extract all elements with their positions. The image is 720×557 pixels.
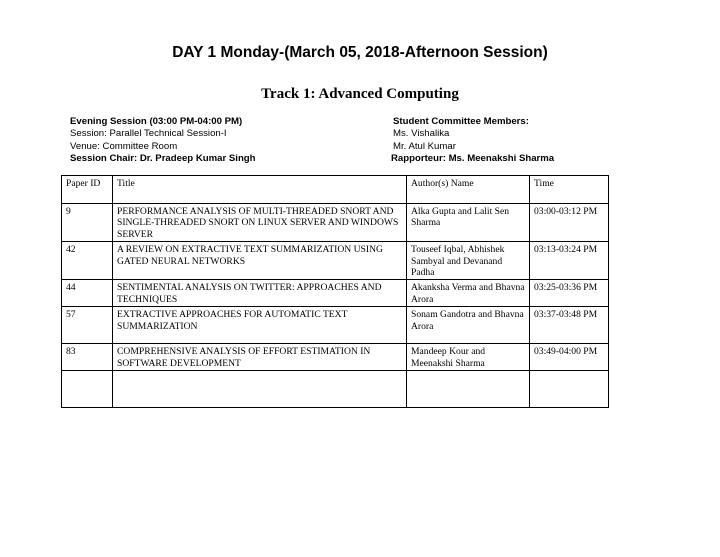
empty-cell xyxy=(407,371,530,408)
paper-time: 03:37-03:48 PM xyxy=(530,307,609,344)
table-row xyxy=(62,280,609,307)
paper-id: 42 xyxy=(62,242,113,280)
paper-authors: Sonam Gandotra and Bhavna Arora xyxy=(407,307,530,344)
day-title: DAY 1 Monday-(March 05, 2018-Afternoon Session) xyxy=(172,44,548,61)
paper-authors: Akanksha Verma and Bhavna Arora xyxy=(407,280,530,307)
session-type: Session: Parallel Technical Session-I xyxy=(70,128,227,140)
paper-id: 83 xyxy=(62,344,113,371)
paper-time: 03:25-03:36 PM xyxy=(530,280,609,307)
header-authors: Author(s) Name xyxy=(407,176,530,204)
paper-authors: Touseef Iqbal, Abhishek Sambyal and Devanand Padha xyxy=(407,242,530,280)
session-chair: Session Chair: Dr. Pradeep Kumar Singh xyxy=(70,153,256,165)
empty-cell xyxy=(113,371,407,408)
header-time: Time xyxy=(530,176,609,204)
paper-title: COMPREHENSIVE ANALYSIS OF EFFORT ESTIMATION IN SOFTWARE DEVELOPMENT xyxy=(113,344,407,371)
table-row xyxy=(62,242,609,280)
table-row xyxy=(62,307,609,344)
paper-title: EXTRACTIVE APPROACHES FOR AUTOMATIC TEXT SUMMARIZATION xyxy=(113,307,407,344)
paper-time: 03:13-03:24 PM xyxy=(530,242,609,280)
header-title: Title xyxy=(113,176,407,204)
table-row xyxy=(62,344,609,371)
paper-time: 03:49-04:00 PM xyxy=(530,344,609,371)
paper-time: 03:00-03:12 PM xyxy=(530,204,609,242)
paper-title: PERFORMANCE ANALYSIS OF MULTI-THREADED SNORT AND SINGLE-THREADED SNORT ON LINUX SERVER AND WINDOWS SERVER xyxy=(113,204,407,242)
session-info xyxy=(70,116,256,166)
empty-table-row xyxy=(62,371,609,408)
evening-session-time: Evening Session (03:00 PM-04:00 PM) xyxy=(70,116,243,127)
committee-member: Mr. Atul Kumar xyxy=(393,140,456,152)
paper-title: A REVIEW ON EXTRACTIVE TEXT SUMMARIZATION USING GATED NEURAL NETWORKS xyxy=(113,242,407,280)
committee-heading: Student Committee Members: xyxy=(393,116,529,127)
paper-id: 44 xyxy=(62,280,113,307)
schedule-table xyxy=(61,175,609,408)
paper-authors: Mandeep Kour and Meenakshi Sharma xyxy=(407,344,530,371)
paper-id: 9 xyxy=(62,204,113,242)
paper-title: SENTIMENTAL ANALYSIS ON TWITTER: APPROACHES AND TECHNIQUES xyxy=(113,280,407,307)
track-title: Track 1: Advanced Computing xyxy=(261,86,459,102)
paper-id: 57 xyxy=(62,307,113,344)
header-paper-id: Paper ID xyxy=(62,176,113,204)
committee-member: Ms. Vishalika xyxy=(393,128,450,140)
rapporteur: Rapporteur: Ms. Meenakshi Sharma xyxy=(391,153,555,165)
empty-cell xyxy=(530,371,609,408)
table-row xyxy=(62,204,609,242)
table-header-row xyxy=(62,176,609,204)
committee-info xyxy=(393,116,554,166)
empty-cell xyxy=(62,371,113,408)
session-venue: Venue: Committee Room xyxy=(70,140,178,152)
paper-authors: Alka Gupta and Lalit Sen Sharma xyxy=(407,204,530,242)
